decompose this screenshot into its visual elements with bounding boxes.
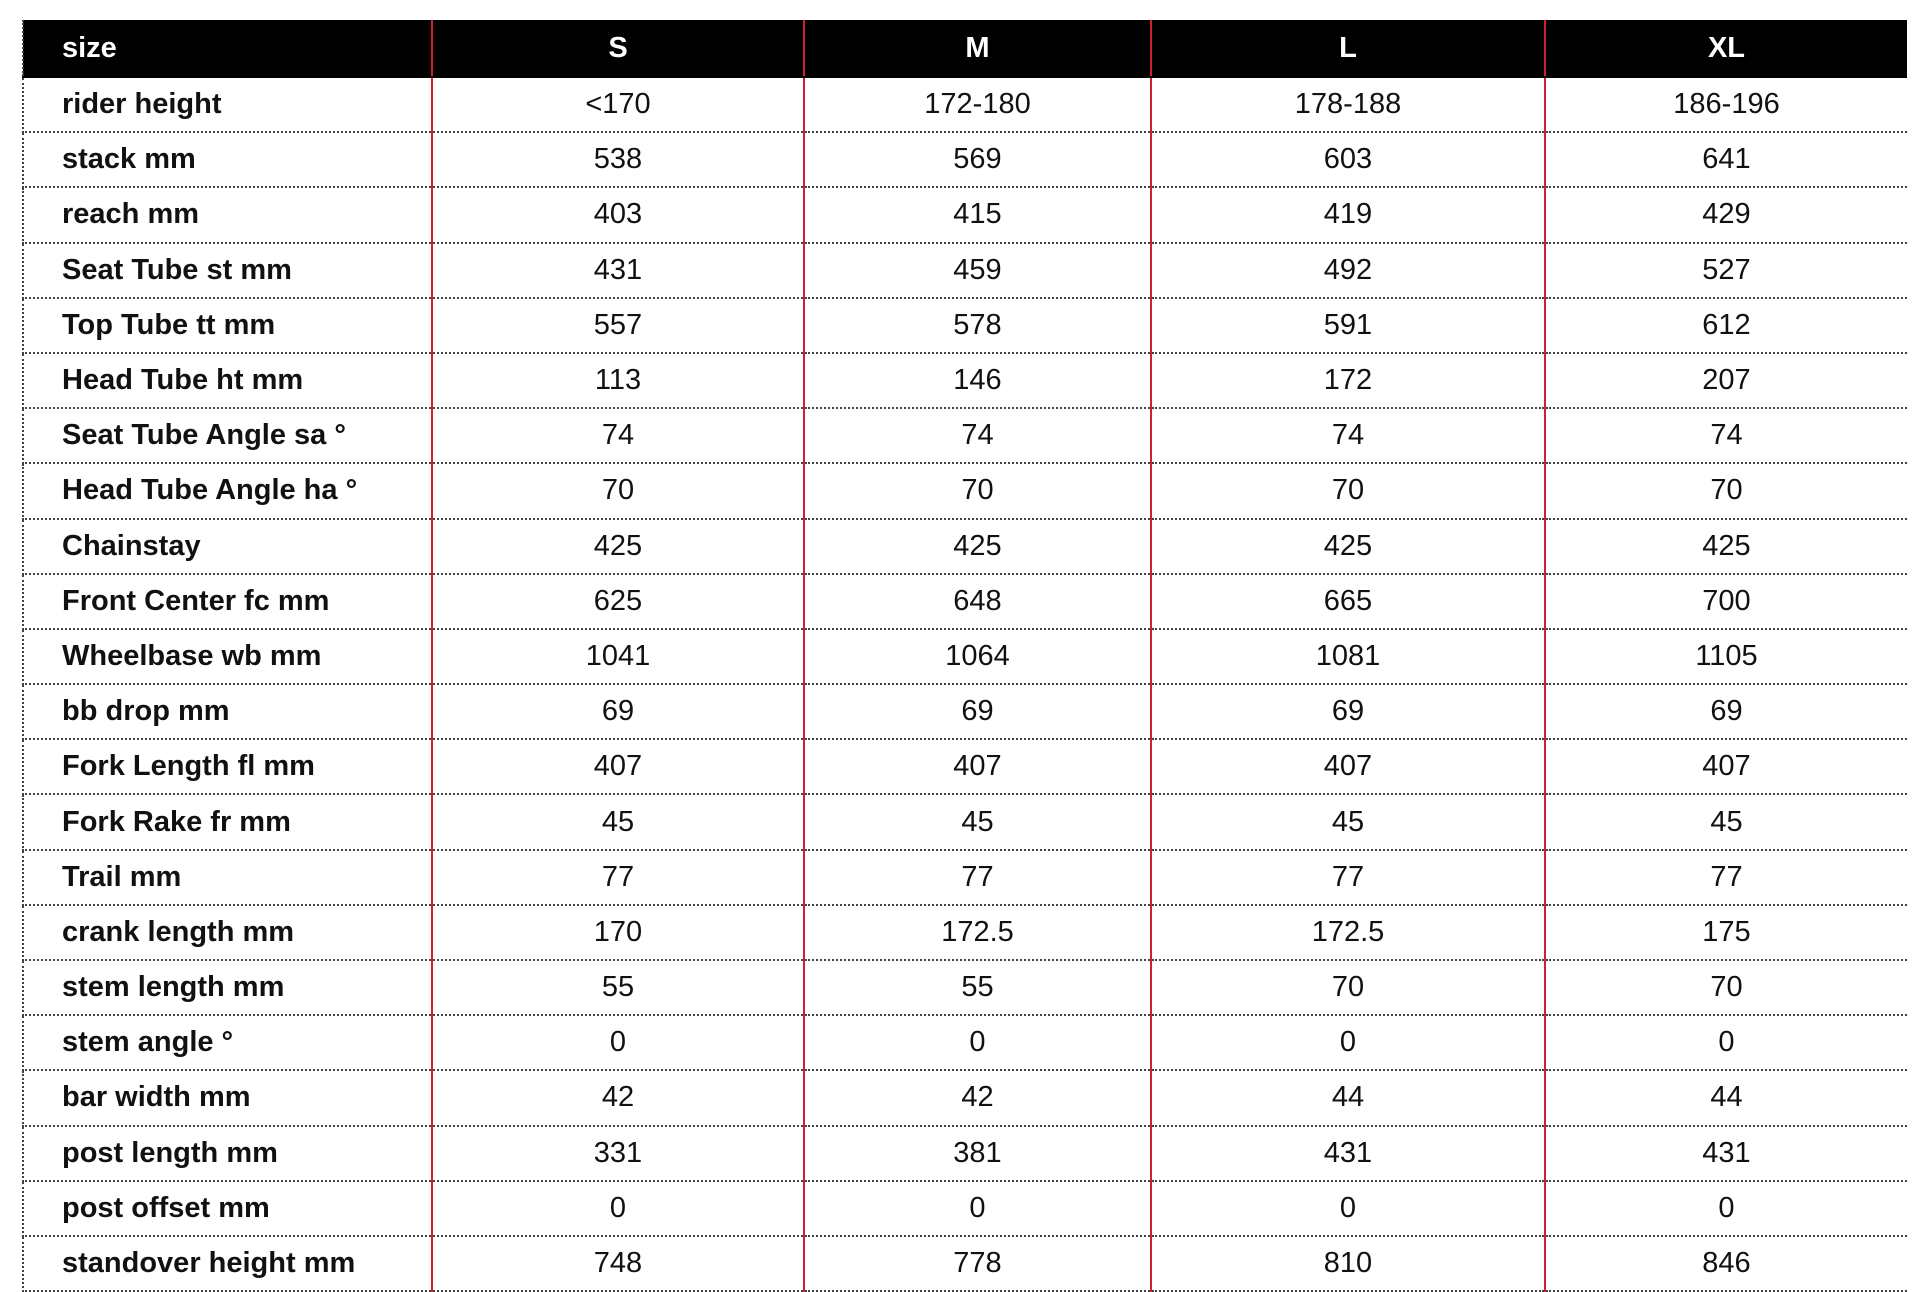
row-label: Fork Rake fr mm	[23, 794, 432, 849]
value-cell-xl: 612	[1545, 298, 1907, 353]
row-label: Front Center fc mm	[23, 574, 432, 629]
table-row	[23, 298, 1907, 353]
value-cell-s: 625	[432, 574, 804, 629]
value-cell-s: 403	[432, 187, 804, 242]
value-cell-m: 146	[804, 353, 1151, 408]
value-cell-xl: 407	[1545, 739, 1907, 794]
table-row	[23, 463, 1907, 518]
value-cell-s: 170	[432, 905, 804, 960]
value-cell-xl: 175	[1545, 905, 1907, 960]
table-row	[23, 77, 1907, 132]
header-row	[23, 20, 1907, 77]
row-label: stem angle °	[23, 1015, 432, 1070]
row-label: post offset mm	[23, 1181, 432, 1236]
value-cell-l: 172	[1151, 353, 1545, 408]
header-size-m: M	[804, 20, 1151, 77]
value-cell-l: 172.5	[1151, 905, 1545, 960]
header-size-l: L	[1151, 20, 1545, 77]
value-cell-s: 55	[432, 960, 804, 1015]
value-cell-l: 431	[1151, 1126, 1545, 1181]
value-cell-m: 648	[804, 574, 1151, 629]
value-cell-l: 492	[1151, 243, 1545, 298]
value-cell-m: 425	[804, 519, 1151, 574]
row-label: Trail mm	[23, 850, 432, 905]
value-cell-s: 74	[432, 408, 804, 463]
value-cell-s: 431	[432, 243, 804, 298]
value-cell-xl: 425	[1545, 519, 1907, 574]
table-row	[23, 519, 1907, 574]
value-cell-xl: 641	[1545, 132, 1907, 187]
value-cell-m: 1064	[804, 629, 1151, 684]
table-row	[23, 629, 1907, 684]
value-cell-m: 407	[804, 739, 1151, 794]
value-cell-m: 69	[804, 684, 1151, 739]
value-cell-l: 77	[1151, 850, 1545, 905]
value-cell-s: 748	[432, 1236, 804, 1291]
value-cell-xl: 45	[1545, 794, 1907, 849]
value-cell-s: 0	[432, 1181, 804, 1236]
header-size-label: size	[23, 20, 432, 77]
value-cell-xl: 431	[1545, 1126, 1907, 1181]
table-row	[23, 1181, 1907, 1236]
value-cell-xl: 44	[1545, 1070, 1907, 1125]
value-cell-m: 778	[804, 1236, 1151, 1291]
table-row	[23, 960, 1907, 1015]
value-cell-l: 425	[1151, 519, 1545, 574]
value-cell-s: 42	[432, 1070, 804, 1125]
value-cell-m: 172-180	[804, 77, 1151, 132]
value-cell-s: 113	[432, 353, 804, 408]
row-label: crank length mm	[23, 905, 432, 960]
value-cell-xl: 74	[1545, 408, 1907, 463]
value-cell-s: 0	[432, 1015, 804, 1070]
value-cell-l: 810	[1151, 1236, 1545, 1291]
value-cell-xl: 69	[1545, 684, 1907, 739]
row-label: Seat Tube Angle sa °	[23, 408, 432, 463]
table-row	[23, 1236, 1907, 1291]
table-body	[23, 77, 1907, 1291]
value-cell-l: 44	[1151, 1070, 1545, 1125]
row-label: stack mm	[23, 132, 432, 187]
row-label: Chainstay	[23, 519, 432, 574]
table-row	[23, 905, 1907, 960]
table-row	[23, 574, 1907, 629]
value-cell-m: 459	[804, 243, 1151, 298]
value-cell-xl: 0	[1545, 1015, 1907, 1070]
value-cell-s: 425	[432, 519, 804, 574]
table-row	[23, 1070, 1907, 1125]
value-cell-xl: 186-196	[1545, 77, 1907, 132]
header-size-s: S	[432, 20, 804, 77]
value-cell-l: 665	[1151, 574, 1545, 629]
table-row	[23, 684, 1907, 739]
value-cell-m: 0	[804, 1181, 1151, 1236]
value-cell-m: 42	[804, 1070, 1151, 1125]
row-label: bar width mm	[23, 1070, 432, 1125]
value-cell-m: 0	[804, 1015, 1151, 1070]
value-cell-m: 569	[804, 132, 1151, 187]
value-cell-xl: 207	[1545, 353, 1907, 408]
value-cell-xl: 700	[1545, 574, 1907, 629]
value-cell-m: 70	[804, 463, 1151, 518]
value-cell-l: 178-188	[1151, 77, 1545, 132]
value-cell-l: 0	[1151, 1015, 1545, 1070]
value-cell-m: 55	[804, 960, 1151, 1015]
value-cell-l: 45	[1151, 794, 1545, 849]
row-label: Top Tube tt mm	[23, 298, 432, 353]
row-label: Seat Tube st mm	[23, 243, 432, 298]
value-cell-m: 578	[804, 298, 1151, 353]
value-cell-l: 70	[1151, 463, 1545, 518]
value-cell-m: 415	[804, 187, 1151, 242]
table-row	[23, 353, 1907, 408]
value-cell-xl: 527	[1545, 243, 1907, 298]
value-cell-s: 77	[432, 850, 804, 905]
value-cell-s: 45	[432, 794, 804, 849]
table-row	[23, 132, 1907, 187]
value-cell-s: 331	[432, 1126, 804, 1181]
row-label: reach mm	[23, 187, 432, 242]
value-cell-m: 381	[804, 1126, 1151, 1181]
value-cell-l: 0	[1151, 1181, 1545, 1236]
table-row	[23, 1015, 1907, 1070]
value-cell-m: 45	[804, 794, 1151, 849]
value-cell-s: 70	[432, 463, 804, 518]
value-cell-m: 74	[804, 408, 1151, 463]
geometry-table	[22, 20, 1907, 1292]
value-cell-l: 591	[1151, 298, 1545, 353]
value-cell-xl: 77	[1545, 850, 1907, 905]
value-cell-m: 172.5	[804, 905, 1151, 960]
table-row	[23, 243, 1907, 298]
value-cell-s: 538	[432, 132, 804, 187]
value-cell-xl: 846	[1545, 1236, 1907, 1291]
value-cell-s: 407	[432, 739, 804, 794]
value-cell-xl: 0	[1545, 1181, 1907, 1236]
value-cell-m: 77	[804, 850, 1151, 905]
table-row	[23, 794, 1907, 849]
value-cell-xl: 70	[1545, 960, 1907, 1015]
header-size-xl: XL	[1545, 20, 1907, 77]
value-cell-xl: 1105	[1545, 629, 1907, 684]
value-cell-s: <170	[432, 77, 804, 132]
value-cell-l: 69	[1151, 684, 1545, 739]
row-label: rider height	[23, 77, 432, 132]
value-cell-s: 557	[432, 298, 804, 353]
table-row	[23, 739, 1907, 794]
table-row	[23, 1126, 1907, 1181]
row-label: Head Tube Angle ha °	[23, 463, 432, 518]
row-label: post length mm	[23, 1126, 432, 1181]
row-label: standover height mm	[23, 1236, 432, 1291]
table-row	[23, 187, 1907, 242]
row-label: Wheelbase wb mm	[23, 629, 432, 684]
value-cell-l: 419	[1151, 187, 1545, 242]
value-cell-l: 1081	[1151, 629, 1545, 684]
row-label: stem length mm	[23, 960, 432, 1015]
value-cell-xl: 429	[1545, 187, 1907, 242]
row-label: Fork Length fl mm	[23, 739, 432, 794]
table-row	[23, 408, 1907, 463]
table-row	[23, 850, 1907, 905]
value-cell-l: 74	[1151, 408, 1545, 463]
row-label: Head Tube ht mm	[23, 353, 432, 408]
value-cell-l: 407	[1151, 739, 1545, 794]
table-header	[23, 20, 1907, 77]
row-label: bb drop mm	[23, 684, 432, 739]
value-cell-l: 603	[1151, 132, 1545, 187]
value-cell-s: 69	[432, 684, 804, 739]
value-cell-l: 70	[1151, 960, 1545, 1015]
value-cell-s: 1041	[432, 629, 804, 684]
value-cell-xl: 70	[1545, 463, 1907, 518]
